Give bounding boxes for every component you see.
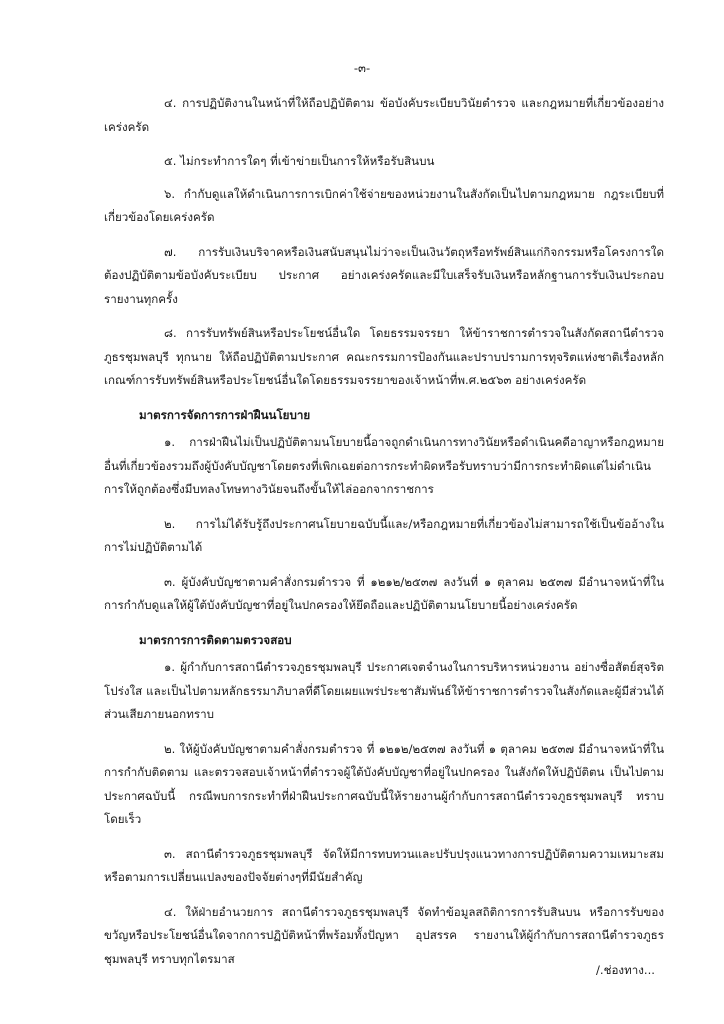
page-number: -๓-	[353, 61, 371, 75]
continuation-note: /.ช่องทาง...	[596, 963, 655, 977]
section-heading-monitoring: มาตรการการติดตามตรวจสอบ	[139, 632, 292, 647]
violation-item-1: ๑. การฝ่าฝืนไม่เป็นปฏิบัติตามนโยบายนี้อาจถูกดำเนินการทางวินัยหรือดำเนินคดีอาญาหรือกฎหมาย อื่นที่เกี่ยวข้องรวมถึงผู้บังคับบัญชาโดยตรงที่เพิกเฉยต่อการกระทำผิดหรือรับทราบว่ามีการกระทำผิดแต่ไม่ดำเนินการให้ถูกต้องซึ่งมีบทลงโทษทางวินัยจนถึงขั้นให้ไล่ออกจากราชการ	[104, 435, 664, 496]
paragraph-item-5: ๕. ไม่กระทำการใดๆ ที่เข้าข่ายเป็นการให้หรือรับสินบน	[164, 154, 435, 168]
section-heading-violation: มาตรการจัดการการฝ่าฝืนนโยบาย	[139, 407, 311, 422]
violation-item-3: ๓. ผู้บังคับบัญชาตามคำสั่งกรมตำรวจ ที่ ๑๒๑๒/๒๕๓๗ ลงวันที่ ๑ ตุลาคม ๒๕๓๗ มีอำนาจหน้าที่ในการกำกับดูแลให้ผู้ใต้บังคับบัญชาที่อยู่ในปกครองให้ยึดถือและปฏิบัติตามนโยบายนี้อย่างเคร่งครัด	[104, 574, 664, 612]
monitoring-item-2: ๒. ให้ผู้บังคับบัญชาตามคำสั่งกรมตำรวจ ที่ ๑๒๑๒/๒๕๓๗ ลงวันที่ ๑ ตุลาคม ๒๕๓๗ มีอำนาจหน้าที่ในการกำกับติดตาม และตรวจสอบเจ้าหน้าที่ตำรวจผู้ใต้บังคับบัญชาที่อยู่ในปกครอง ในสังกัดให้ปฏิบัติตน เป็นไปตามประกาศฉบับนี้ กรณีพบการกระทำที่ฝ่าฝืนประกาศฉบับนี้ให้รายงานผู้กำกับการสถานีตำรวจภูธรชุมพลบุรี ทราบโดยเร็ว	[104, 741, 664, 826]
monitoring-item-4: ๔. ให้ฝ่ายอำนวยการ สถานีตำรวจภูธรชุมพลบุรี จัดทำข้อมูลสถิติการการรับสินบน หรือการรับของขวัญหรือประโยชน์อื่นใดจากการปฏิบัติหน้าที่พร้อมทั้งปัญหา อุปสรรค รายงานให้ผู้กำกับการสถานีตำรวจภูธรชุมพลบุรี ทราบทุกไตรมาส	[104, 904, 664, 966]
document-body	[104, 92, 664, 982]
violation-item-2: ๒. การไม่ได้รับรู้ถึงประกาศนโยบายฉบับนี้และ/หรือกฎหมายที่เกี่ยวข้องไม่สามารถใช้เป็นข้ออ้างในการไม่ปฏิบัติตามได้	[104, 516, 664, 554]
monitoring-item-1: ๑. ผู้กำกับการสถานีตำรวจภูธรชุมพลบุรี ประกาศเจตจำนงในการบริหารหน่วยงาน อย่างซื่อสัตย์สุจริตโปร่งใส และเป็นไปตามหลักธรรมาภิบาลที่ดีโดยเผยแพร่ประชาสัมพันธ์ให้ข้าราชการตำรวจในสังกัดและผู้มีส่วนได้ส่วนเสียภายนอกทราบ	[104, 660, 664, 721]
monitoring-item-3: ๓. สถานีตำรวจภูธรชุมพลบุรี จัดให้มีการทบทวนและปรับปรุงแนวทางการปฏิบัติตามความเหมาะสมหรือตามการเปลี่ยนแปลงของปัจจัยต่างๆที่มีนัยสำคัญ	[104, 846, 664, 884]
paragraph-item-7: ๗. การรับเงินบริจาคหรือเงินสนับสนุนไม่ว่าจะเป็นเงินวัตถุหรือทรัพย์สินแก่กิจกรรมหรือโครงการใด ต้องปฏิบัติตามข้อบังคับระเบียบ ประกาศ อย่างเคร่งครัดและมีใบเสร็จรับเงินหรือหลักฐานการรับเงินประกอบรายงานทุกครั้ง	[104, 244, 664, 306]
paragraph-item-8: ๘. การรับทรัพย์สินหรือประโยชน์อื่นใด โดยธรรมจรรยา ให้ข้าราชการตำรวจในสังกัดสถานีตำรวจภูธรชุมพลบุรี ทุกนาย ให้ถือปฏิบัติตามประกาศ คณะกรรมการป้องกันและปราบปรามการทุจริตแห่งชาติเรื่องหลักเกณฑ์การรับทรัพย์สินหรือประโยชน์อื่นใดโดยธรรมจรรยาของเจ้าหน้าที่พ.ศ.๒๕๖๓ อย่างเคร่งครัด	[104, 326, 664, 387]
paragraph-item-6: ๖. กำกับดูแลให้ดำเนินการการเบิกค่าใช้จ่ายของหน่วยงานในสังกัดเป็นไปตามกฎหมาย กฎระเบียบที่เกี่ยวข้องโดยเคร่งครัด	[104, 186, 664, 224]
paragraph-item-4: ๔. การปฏิบัติงานในหน้าที่ให้ถือปฏิบัติตาม ข้อบังคับระเบียบวินัยตำรวจ และกฎหมายที่เกี่ยวข้องอย่างเคร่งครัด	[104, 96, 664, 134]
